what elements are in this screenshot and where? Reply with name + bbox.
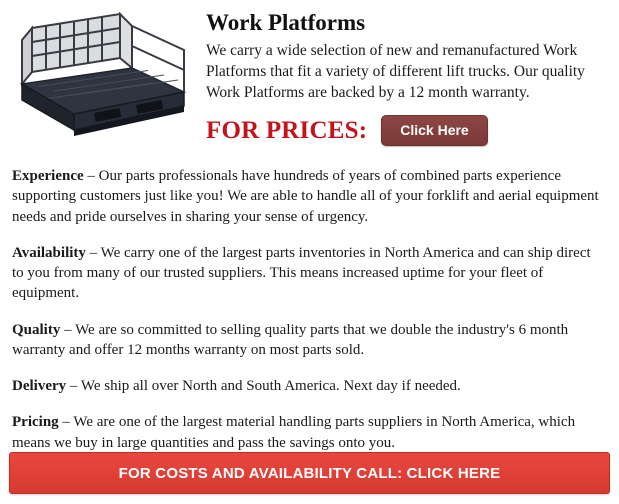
features-list <box>0 156 619 453</box>
feature-pricing-dash: – <box>58 414 74 431</box>
page-title: Work Platforms <box>206 10 366 35</box>
click-here-button[interactable]: Click Here <box>381 115 487 146</box>
feature-availability-text: We carry one of the largest parts inventories in North America and can ship direct to you from many of our trusted suppliers. This means increased uptime for your fleet of equipment. <box>12 244 591 302</box>
feature-availability-heading: Availability <box>12 244 86 261</box>
feature-quality-text: We are so committed to selling quality parts that we double the industry's 6 month warranty and offer 12 months warranty on most parts sold. <box>12 321 569 358</box>
feature-pricing-heading: Pricing <box>12 414 59 431</box>
feature-delivery <box>12 376 605 396</box>
feature-pricing <box>12 412 605 453</box>
header-section <box>0 0 619 156</box>
intro-paragraph: We carry a wide selection of new and remanufactured Work Platforms that fit a variety of different lift trucks. Our quality Work Platforms are backed by a 12 month warranty. <box>206 42 585 101</box>
feature-pricing-text: We are one of the largest material handling parts suppliers in North America, which means we buy in large quantities and pass the savings onto you. <box>12 414 576 451</box>
feature-delivery-heading: Delivery <box>12 378 67 394</box>
feature-quality <box>12 320 605 361</box>
for-prices-label: FOR PRICES: <box>206 116 368 144</box>
work-platform-photo <box>8 6 198 156</box>
feature-quality-dash: – <box>60 321 76 338</box>
feature-availability-dash: – <box>85 244 101 261</box>
feature-experience-dash: – <box>83 168 99 184</box>
feature-delivery-dash: – <box>66 378 81 394</box>
cta-call-button[interactable] <box>9 452 610 494</box>
feature-availability <box>12 243 605 304</box>
work-platform-illustration <box>8 6 198 156</box>
feature-quality-heading: Quality <box>12 321 61 338</box>
feature-experience-heading: Experience <box>12 168 84 184</box>
feature-experience <box>12 166 605 227</box>
header-text <box>198 6 609 156</box>
feature-experience-text: Our parts professionals have hundreds of years of combined parts experience supporting customers just like you! We are able to handle all of your forklift and aerial equipment needs and pride ourselves in sharing your sense of urgency. <box>12 168 599 225</box>
cta-call-label: FOR COSTS AND AVAILABILITY CALL: CLICK HERE <box>118 464 501 482</box>
prices-row <box>206 115 609 146</box>
feature-delivery-text: We ship all over North and South America. Next day if needed. <box>80 378 461 394</box>
